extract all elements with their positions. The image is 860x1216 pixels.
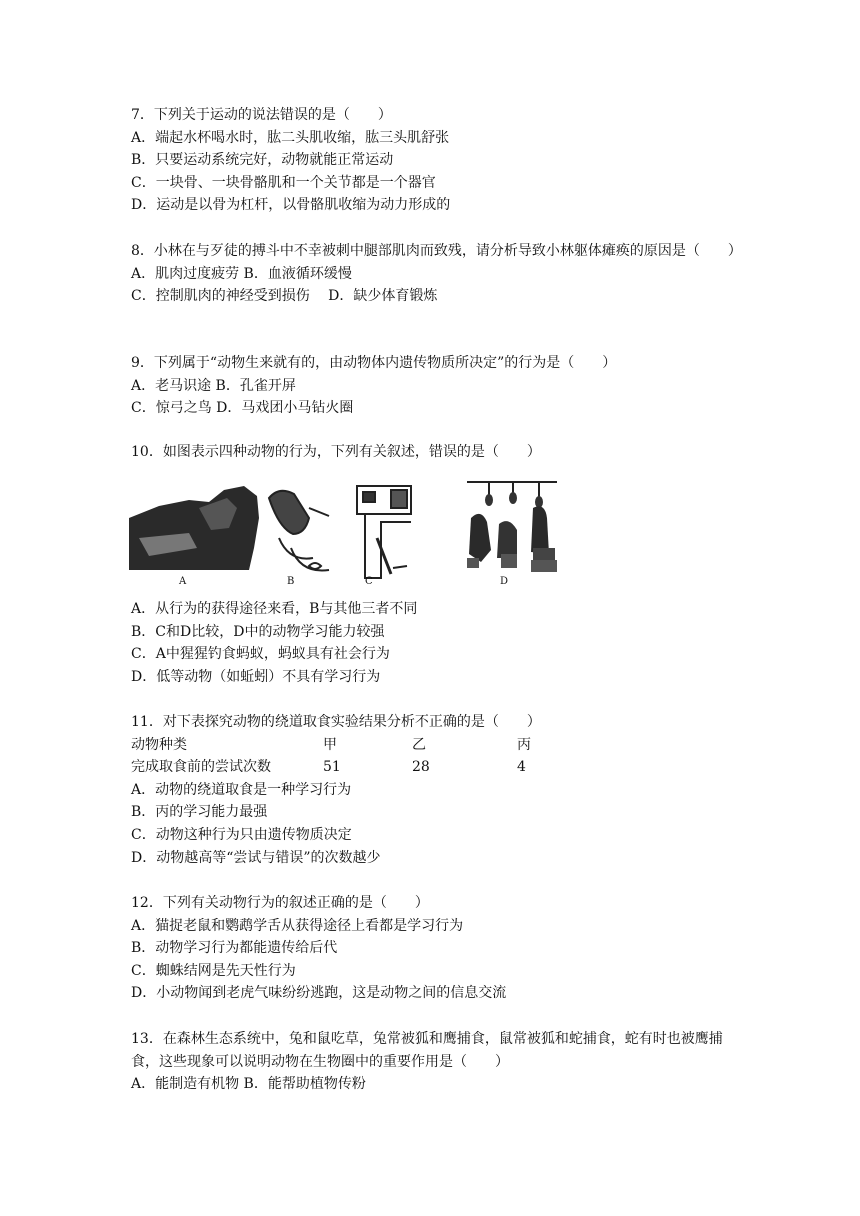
question-9 <box>131 352 741 420</box>
option-a: A．端起水杯喝水时，肱二头肌收缩，肱三头肌舒张 <box>131 129 450 146</box>
option-b: B．动物学习行为都能遗传给后代 <box>131 940 338 957</box>
animal-behavior-figure <box>129 478 561 594</box>
figure-illustration <box>129 478 561 594</box>
option-ab: A．能制造有机物 B．能帮助植物传粉 <box>131 1076 366 1093</box>
figure-label-b: B <box>287 576 295 587</box>
option-c: C．蜘蛛结网是先天性行为 <box>131 962 296 979</box>
option-a: A．从行为的获得途径来看，B与其他三者不同 <box>131 601 418 617</box>
table-header-jia: 甲 <box>323 736 337 753</box>
question-10-options <box>131 598 741 688</box>
data-table-row <box>131 756 741 779</box>
question-stem: 11．对下表探究动物的绕道取食实验结果分析不正确的是（ ） <box>131 714 541 730</box>
table-cell-jia: 51 <box>323 759 341 776</box>
question-stem: 10．如图表示四种动物的行为，下列有关叙述，错误的是（ ） <box>131 444 541 460</box>
question-10 <box>131 441 741 464</box>
table-header-bing: 丙 <box>517 736 531 753</box>
option-b: B．只要运动系统完好，动物就能正常运动 <box>131 152 394 169</box>
option-d: D．动物越高等“尝试与错误”的次数越少 <box>131 849 381 866</box>
figure-label-a: A <box>179 576 187 587</box>
question-stem: 13．在森林生态系统中，兔和鼠吃草，兔常被狐和鹰捕食，鼠常被狐和蛇捕食，蛇有时也被鹰捕食，这些现象可以说明动物在生物圈中的重要作用是（ ） <box>131 1031 723 1070</box>
panel-c-maze <box>357 486 411 578</box>
question-11 <box>131 711 741 869</box>
option-a: A．猫捉老鼠和鹦鹉学舌从获得途径上看都是学习行为 <box>131 917 464 934</box>
option-ab: A．老马识途 B．孔雀开屏 <box>131 377 296 394</box>
option-cd: C．惊弓之鸟 D．马戏团小马钻火圈 <box>131 400 354 417</box>
option-b: B．丙的学习能力最强 <box>131 804 268 821</box>
option-a: A．动物的绕道取食是一种学习行为 <box>131 781 352 798</box>
option-cd: C．控制肌肉的神经受到损伤 D．缺少体育锻炼 <box>131 288 438 305</box>
figure-label-c: C <box>365 576 373 587</box>
option-c: C．A中猩猩钓食蚂蚁，蚂蚁具有社会行为 <box>131 646 390 663</box>
option-d: D．运动是以骨为杠杆，以骨骼肌收缩为动力形成的 <box>131 197 451 214</box>
table-row-label: 完成取食前的尝试次数 <box>131 759 271 776</box>
question-stem: 9．下列属于“动物生来就有的，由动物体内遗传物质所决定”的行为是（ ） <box>131 355 617 371</box>
option-b: B．C和D比较，D中的动物学习能力较强 <box>131 623 385 640</box>
question-8 <box>131 240 741 308</box>
figure-label-d: D <box>500 576 509 587</box>
question-12 <box>131 892 741 1005</box>
question-stem: 7．下列关于运动的说法错误的是（ ） <box>131 107 392 123</box>
question-13 <box>131 1028 741 1096</box>
option-c: C．动物这种行为只由遗传物质决定 <box>131 826 352 843</box>
panel-a-chimpanzee <box>129 486 259 570</box>
panel-d-monkeys <box>467 482 557 572</box>
data-table-header <box>131 734 741 757</box>
question-stem: 12．下列有关动物行为的叙述正确的是（ ） <box>131 895 429 911</box>
option-c: C．一块骨、一块骨骼肌和一个关节都是一个器官 <box>131 174 436 191</box>
table-header-yi: 乙 <box>412 736 426 753</box>
option-d: D．低等动物（如蚯蚓）不具有学习行为 <box>131 668 381 685</box>
question-7 <box>131 104 741 217</box>
option-ab: A．肌肉过度疲劳 B．血液循环缓慢 <box>131 265 352 282</box>
question-stem: 8．小林在与歹徒的搏斗中不幸被刺中腿部肌肉而致残，请分析导致小林躯体瘫痪的原因是（ ） <box>131 243 742 259</box>
panel-b-bird <box>269 491 329 571</box>
table-cell-bing: 4 <box>517 759 526 776</box>
table-cell-yi: 28 <box>412 759 430 776</box>
option-d: D．小动物闻到老虎气味纷纷逃跑，这是动物之间的信息交流 <box>131 985 507 1002</box>
table-header-species: 动物种类 <box>131 736 187 753</box>
